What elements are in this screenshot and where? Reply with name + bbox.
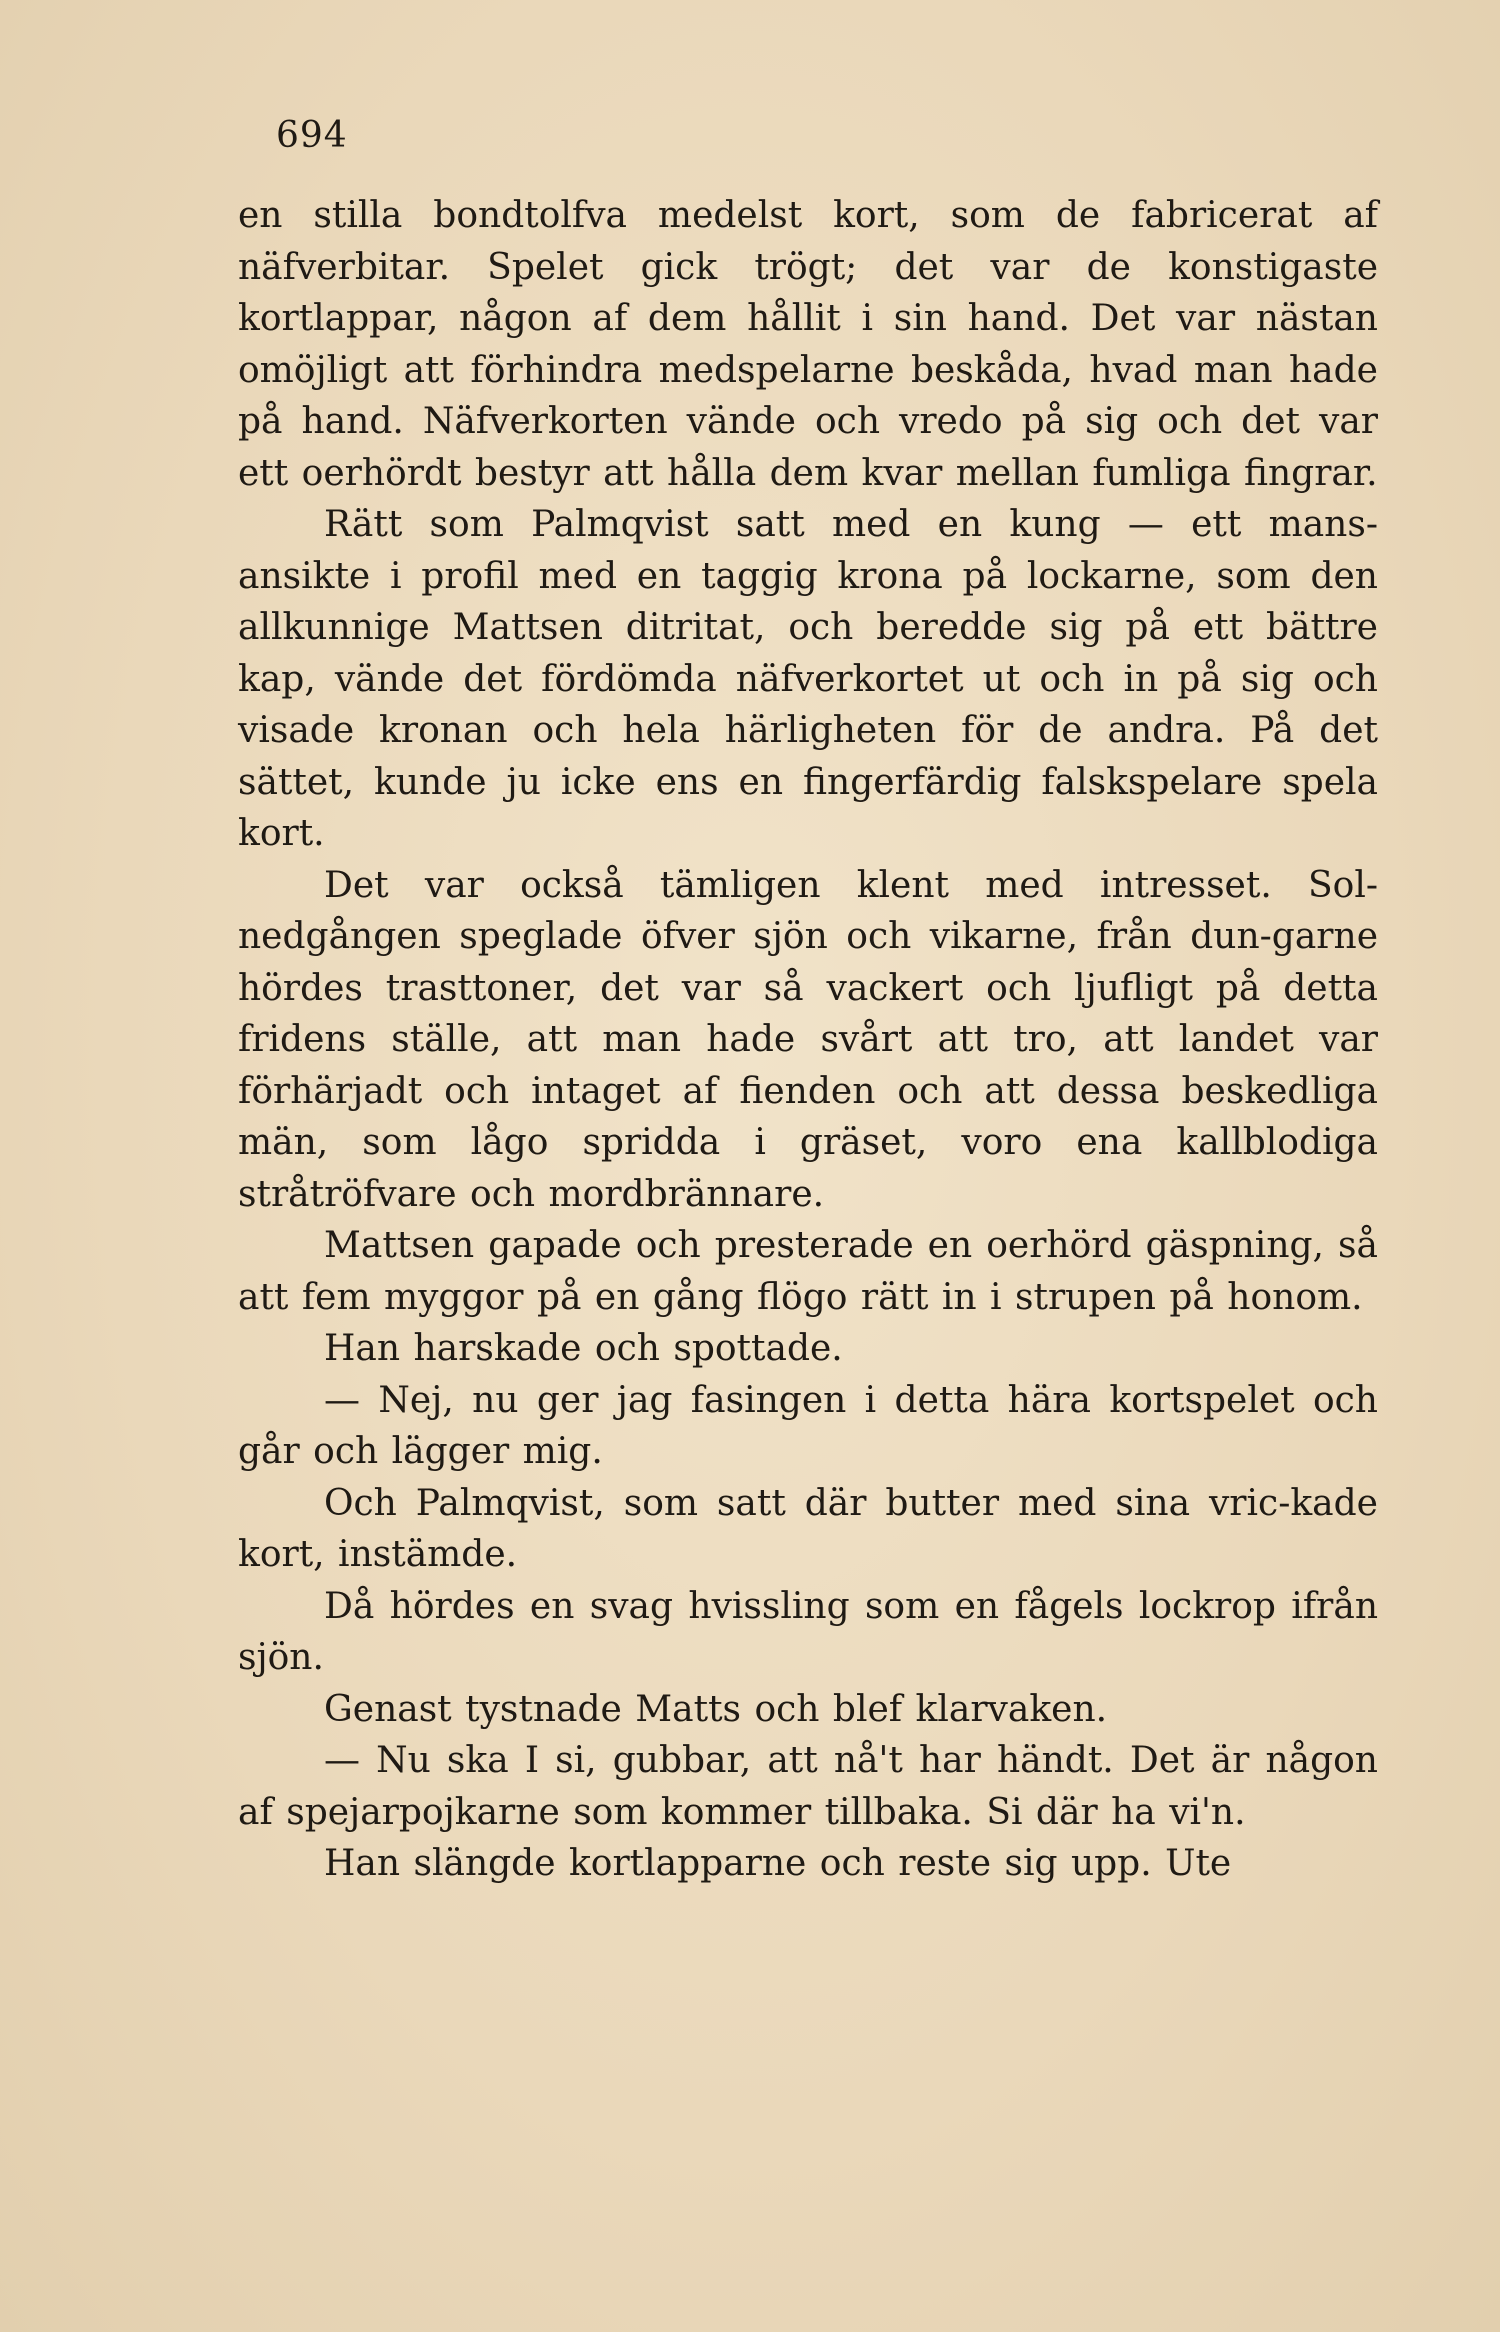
paragraph-dialogue: — Nej, nu ger jag fasingen i detta härа kortspelet och går och lägger mig. xyxy=(238,1379,1378,1472)
page-number: 694 xyxy=(276,115,348,156)
paragraph: Han harskade och spottade. xyxy=(324,1328,843,1369)
paragraph: Rätt som Palmqvist satt med en kung — ett mans-ansikte i profil med en taggig krona på lockarne, som den allkunnige Mattsen ditritat, och beredde sig på ett bättre kap, vände det fördömda näfverkortet ut och in på sig och visade kronan och hela härligheten för de andra. På det sättet, kunde ju icke ens en fingerfärdig falskspelare spela kort. xyxy=(238,504,1378,854)
text-block xyxy=(238,190,1378,1890)
paragraph: Genast tystnade Matts och blef klarvaken. xyxy=(324,1688,1108,1730)
paragraph: Och Palmqvist, som satt där butter med sina vric-kade kort, instämde. xyxy=(238,1482,1378,1575)
paragraph: Det var också tämligen klent med intresset. Sol-nedgången speglade öfver sjön och vikarne, från dun-garne hördes trasttoner, det var så vackert och ljufligt på detta fridens ställe, att man hade svårt att tro, att landet var förhärjadt och intaget af fienden och att dessa beskedliga män, som lågo spridda i gräset, voro ena kallblodiga stråtröfvare och mordbrännare. xyxy=(238,864,1378,1215)
paragraph-continuation: en stilla bondtolfva medelst kort, som de fabricerat af näfverbitar. Spelet gick trögt; det var de konstigaste kortlappar, någon af dem hållit i sin hand. Det var nästan omöjligt att förhindra medspelarne beskåda, hvad man hade på hand. Näfverkorten vände och vredo på sig och det var ett oerhördt bestyr att hålla dem kvar mellan fumliga fingrar. xyxy=(238,195,1378,494)
paragraph-dialogue: — Nu ska I si, gubbar, att nå't har händt. Det är någon af spejarpojkarne som kommer tillbaka. Si där ha vi'n. xyxy=(238,1740,1378,1833)
paragraph: Då hördes en svag hvissling som en fågels lockrop ifrån sjön. xyxy=(238,1585,1378,1678)
paragraph: Han slängde kortlapparne och reste sig upp. Ute xyxy=(324,1843,1232,1884)
paragraph: Mattsen gapade och presterade en oerhörd gäspning, så att fem myggor på en gång flögo rätt in i strupen på honom. xyxy=(238,1225,1378,1318)
